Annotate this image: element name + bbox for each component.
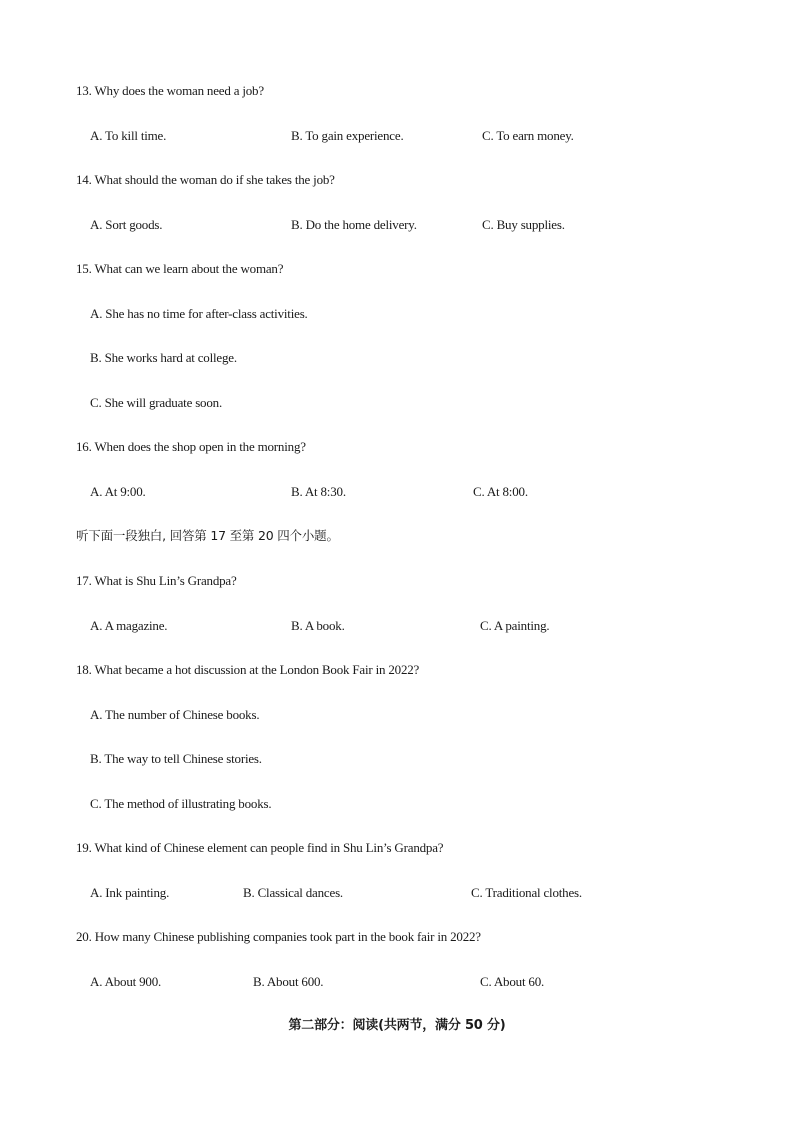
question-16-option-b[interactable]: B. At 8:30. [291,484,346,499]
question-14-option-a[interactable]: A. Sort goods. [90,217,163,232]
question-18-stem: 18. What became a hot discussion at the London Book Fair in 2022? [76,662,420,677]
section-title: 第二部分：阅读(共两节，满分 50 分) [288,1018,506,1033]
question-16-option-a[interactable]: A. At 9:00. [90,484,146,499]
question-16-option-c[interactable]: C. At 8:00. [473,484,528,499]
question-18-option-c[interactable]: C. The method of illustrating books. [90,796,272,811]
question-15-option-c[interactable]: C. She will graduate soon. [90,395,223,410]
question-14-stem: 14. What should the woman do if she takes the job? [76,172,335,187]
question-14-option-b[interactable]: B. Do the home delivery. [291,217,417,232]
question-19-option-b[interactable]: B. Classical dances. [243,885,343,900]
question-18-option-a[interactable]: A. The number of Chinese books. [90,707,260,722]
question-17-option-a[interactable]: A. A magazine. [90,618,168,633]
question-19-option-c[interactable]: C. Traditional clothes. [471,885,582,900]
question-20-stem: 20. How many Chinese publishing companies took part in the book fair in 2022? [76,929,481,944]
question-15-option-a[interactable]: A. She has no time for after-class activities. [90,306,308,321]
listening-instruction: 听下面一段独白, 回答第 17 至第 20 四个小题。 [76,528,339,543]
question-13-option-a[interactable]: A. To kill time. [90,128,167,143]
question-20-option-b[interactable]: B. About 600. [253,974,324,989]
question-17-option-b[interactable]: B. A book. [291,618,345,633]
question-17-option-c[interactable]: C. A painting. [480,618,550,633]
question-13-option-b[interactable]: B. To gain experience. [291,128,404,143]
question-19-stem: 19. What kind of Chinese element can people find in Shu Lin’s Grandpa? [76,840,444,855]
question-15-option-b[interactable]: B. She works hard at college. [90,350,237,365]
question-19-option-a[interactable]: A. Ink painting. [90,885,170,900]
question-20-option-a[interactable]: A. About 900. [90,974,162,989]
question-14-option-c[interactable]: C. Buy supplies. [482,217,565,232]
question-13-stem: 13. Why does the woman need a job? [76,83,264,98]
question-16-stem: 16. When does the shop open in the morning? [76,439,306,454]
question-15-stem: 15. What can we learn about the woman? [76,261,284,276]
question-17-stem: 17. What is Shu Lin’s Grandpa? [76,573,237,588]
question-13-option-c[interactable]: C. To earn money. [482,128,574,143]
question-18-option-b[interactable]: B. The way to tell Chinese stories. [90,751,262,766]
question-20-option-c[interactable]: C. About 60. [480,974,545,989]
